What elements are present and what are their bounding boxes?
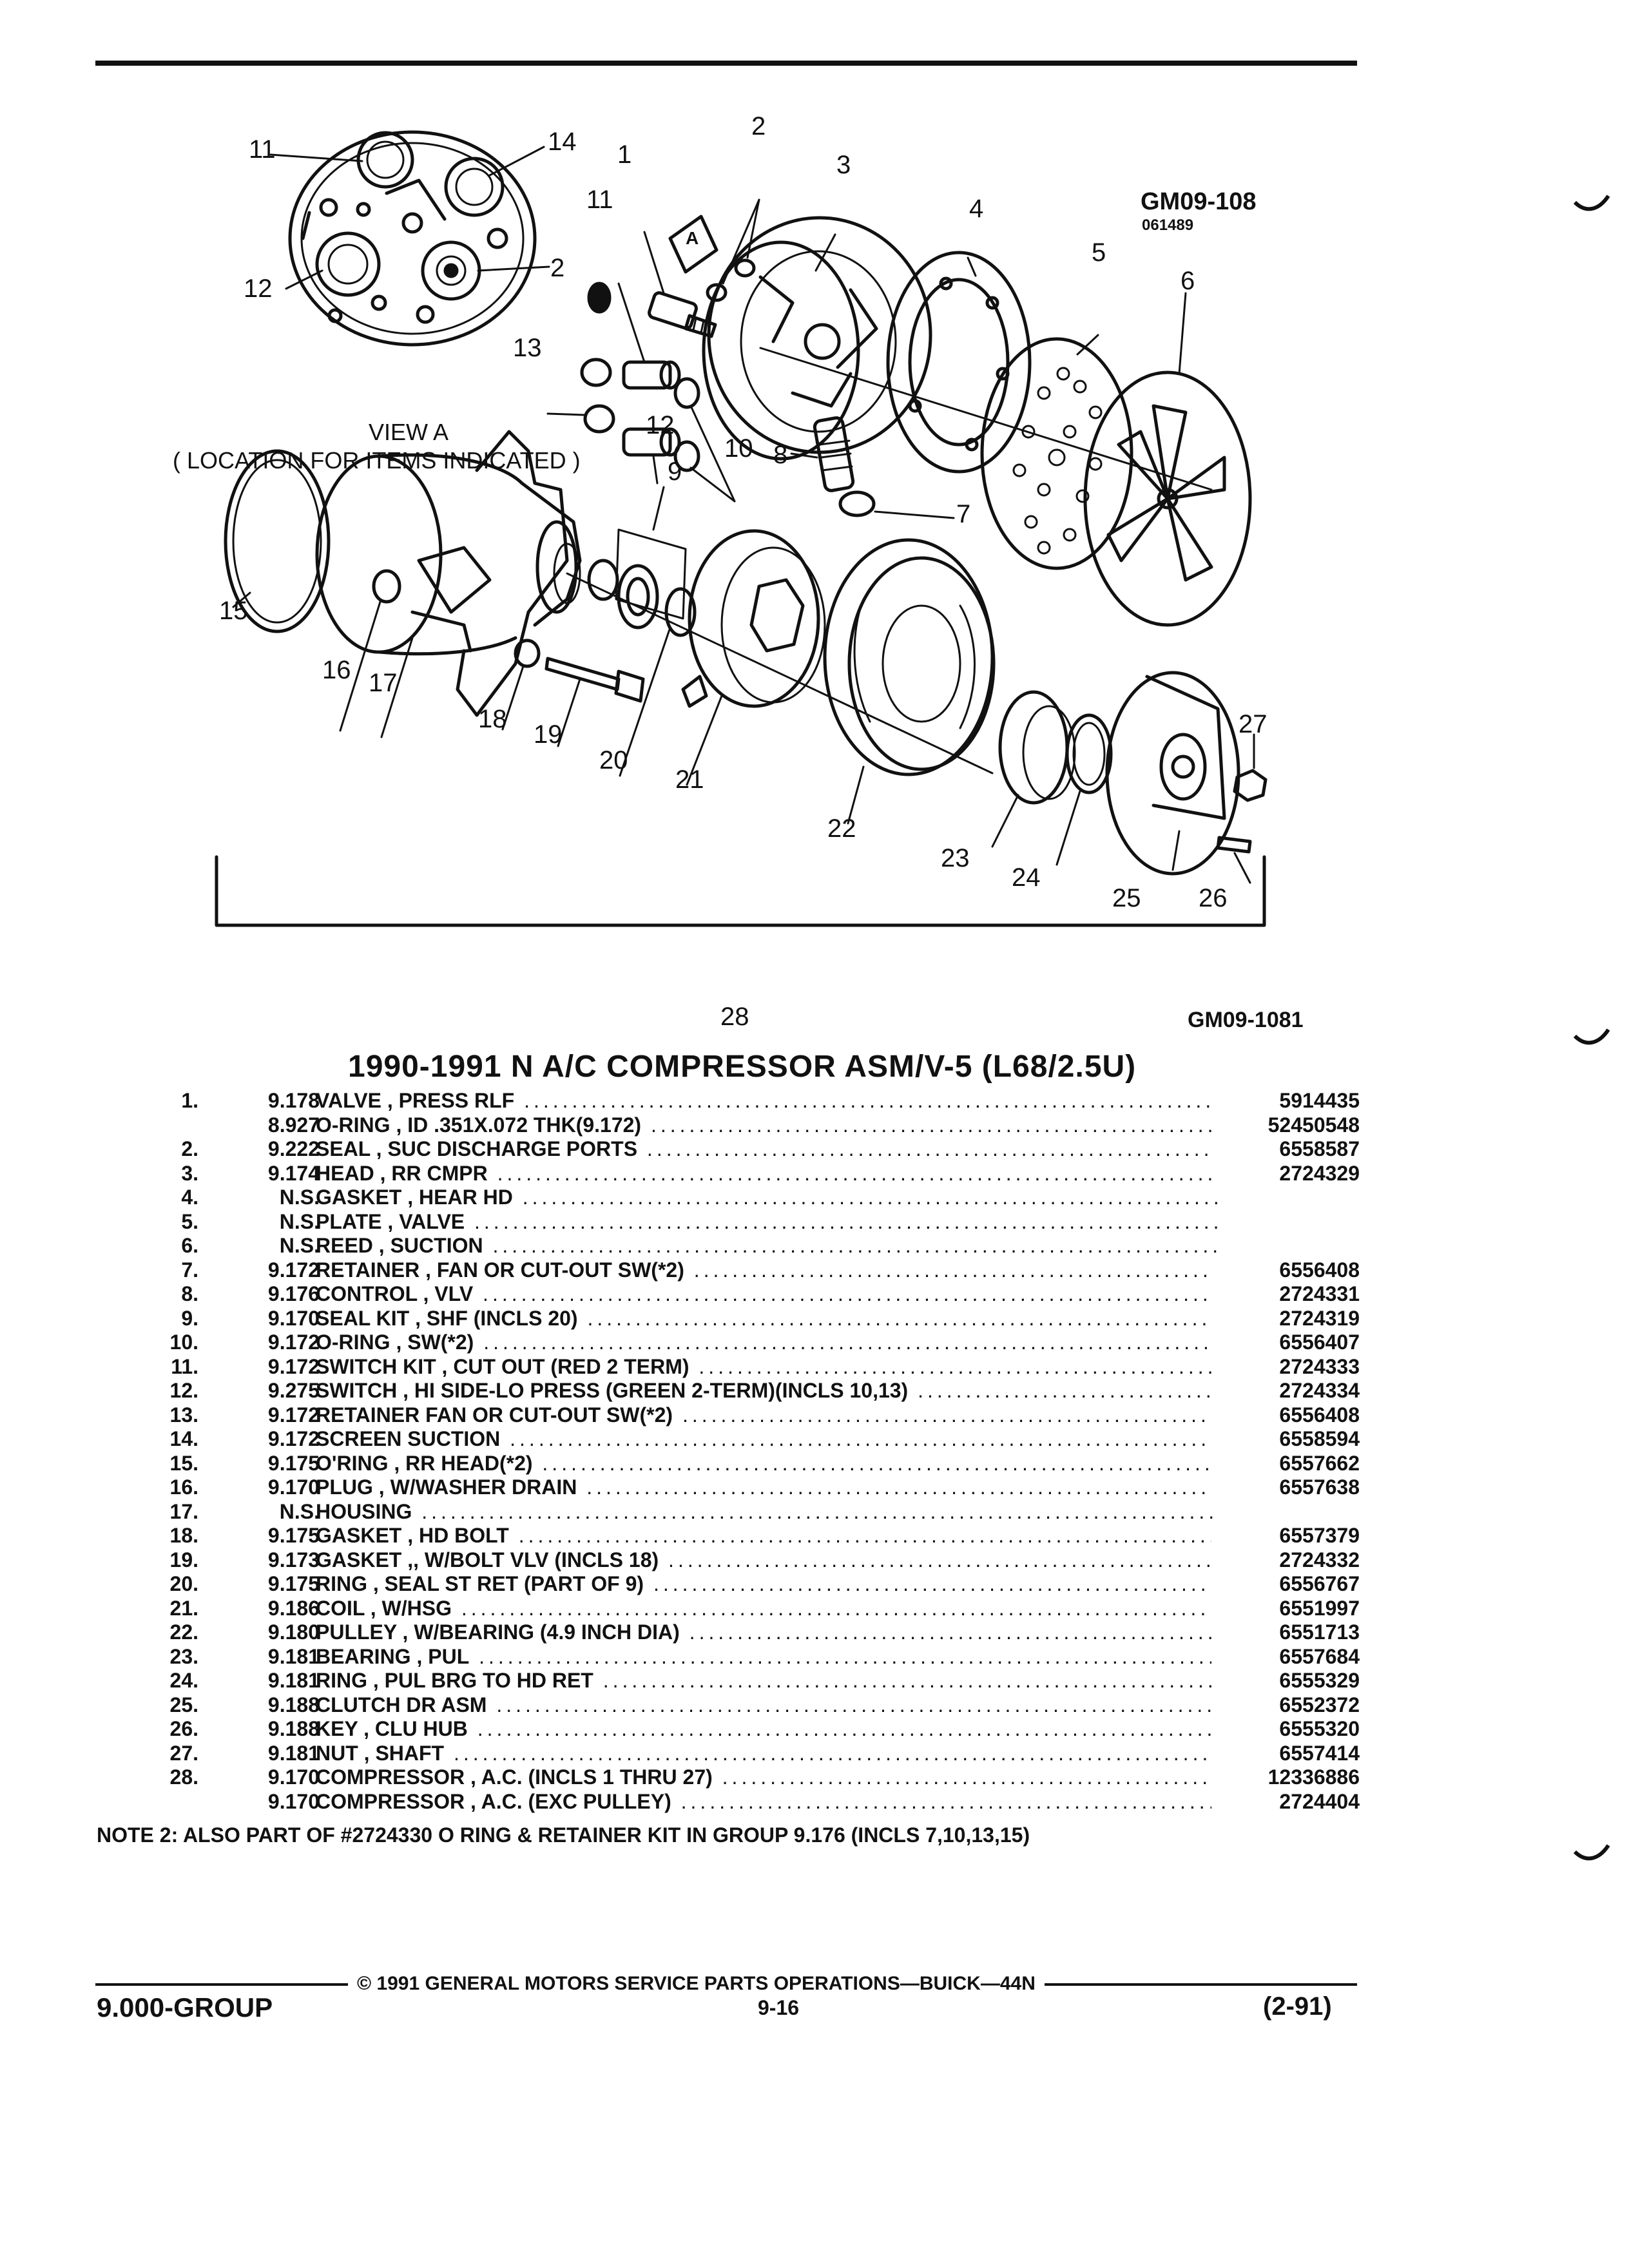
parts-row [129,1258,1360,1283]
part-number: 52450548 [1211,1113,1360,1138]
group-number: 9.172 [267,1258,320,1282]
item-number: 12. [169,1379,198,1402]
parts-row [129,1548,1360,1573]
parts-row [129,1669,1360,1693]
item-number: 11. [171,1354,198,1378]
group-label: 9.000-GROUP [97,1992,273,2023]
group-number: 9.181 [267,1644,320,1668]
item-number: 14. [169,1427,198,1450]
item-number: 2. [181,1137,198,1160]
pulley [825,540,994,823]
group-number: 9.176 [267,1282,320,1305]
parts-row [129,1742,1360,1766]
parts-row [129,1331,1360,1355]
group-number: 9.173 [267,1548,320,1571]
item-number: 7. [181,1258,198,1282]
part-description: COMPRESSOR , A.C. (EXC PULLEY) ..... [316,1790,1218,1814]
part-description: HEAD , RR CMPR ..... [316,1162,1218,1186]
figure-number: 28 [720,1003,749,1031]
parts-row [129,1113,1360,1138]
top-rule [95,61,1357,66]
part-number: 6551997 [1211,1597,1360,1621]
item-number: 3. [181,1161,198,1185]
part-number: 6557414 [1211,1742,1360,1766]
part-description: SEAL , SUC DISCHARGE PORTS ..... [316,1137,1218,1162]
page-number: 9-16 [758,1996,800,2019]
group-number: 9.170 [267,1765,320,1789]
parts-row [129,1572,1360,1597]
item-number: 28. [169,1765,198,1789]
group-number: 9.170 [267,1306,320,1330]
group-number: N.S. [279,1499,320,1523]
group-number: 9.172 [267,1331,320,1354]
item-number: 21. [169,1596,198,1620]
group-number: 9.170 [267,1789,320,1813]
callout-12: 12 [646,411,675,439]
part-description: GASKET , HD BOLT ..... [316,1524,1218,1548]
callout-6: 6 [1181,267,1195,295]
item-number: 13. [169,1403,198,1427]
part-description: VALVE , PRESS RLF ..... [316,1089,1218,1113]
group-number: N.S. [279,1209,320,1233]
page-title: 1990-1991 N A/C COMPRESSOR ASM/V-5 (L68/2.5U) [348,1050,1137,1084]
part-number: 6556767 [1211,1572,1360,1597]
head-bolt [503,640,643,749]
parts-row [129,1210,1360,1235]
part-number: 6556408 [1211,1403,1360,1428]
callout-21: 21 [675,765,704,794]
copyright-line: © 1991 GENERAL MOTORS SERVICE PARTS OPERATIONS—BUICK—44N [348,1973,1045,1995]
part-number: 2724319 [1211,1307,1360,1331]
figure-reference-bottom: GM09-1081 [1188,1008,1304,1032]
item-number: 17. [169,1499,198,1523]
part-number: 6556407 [1211,1331,1360,1355]
part-number: 6557379 [1211,1524,1360,1548]
callout-5: 5 [1092,238,1106,267]
part-number: 2724331 [1211,1282,1360,1307]
parts-row [129,1475,1360,1500]
parts-row [129,1500,1360,1524]
part-description: GASKET , HEAR HD ..... [316,1186,1218,1210]
item-number: 9. [181,1306,198,1330]
part-description: RETAINER FAN OR CUT-OUT SW(*2) ..... [316,1403,1218,1428]
callout-11: 11 [586,186,613,214]
callout-8: 8 [773,441,788,469]
view-a-callout-14: 14 [548,128,577,156]
parts-row [129,1282,1360,1307]
callout-27: 27 [1239,710,1268,738]
view-a-callout-2: 2 [550,254,565,282]
part-description: SWITCH , HI SIDE-LO PRESS (GREEN 2-TERM)(INCLS 10,13) ..... [316,1379,1218,1403]
item-number: 15. [169,1451,198,1475]
parts-row [129,1379,1360,1403]
clutch-coil [683,531,825,785]
parts-row [129,1452,1360,1476]
group-number: 9.178 [267,1089,320,1112]
figure-reference-date: 061489 [1142,216,1194,234]
parts-row [129,1620,1360,1645]
part-description: PULLEY , W/BEARING (4.9 INCH DIA) ..... [316,1620,1218,1645]
parts-row [129,1597,1360,1621]
parts-row [129,1790,1360,1814]
item-number: 16. [169,1475,198,1499]
part-number: 6557684 [1211,1645,1360,1669]
part-description: O-RING , SW(*2) ..... [316,1331,1218,1355]
group-number: 9.172 [267,1354,320,1378]
group-number: 9.188 [267,1717,320,1740]
callout-1: 1 [617,140,632,169]
part-number: 6555329 [1211,1669,1360,1693]
part-description: O'RING , RR HEAD(*2) ..... [316,1452,1218,1476]
compressor-housing [317,432,992,773]
group-number: 9.172 [267,1403,320,1427]
part-number: 6557662 [1211,1452,1360,1476]
parts-row [129,1717,1360,1742]
part-description: HOUSING ..... [316,1500,1218,1524]
parts-row [129,1186,1360,1210]
callout-10: 10 [724,434,753,463]
item-number: 10. [169,1331,198,1354]
gasket-part [888,253,1030,472]
item-number: 23. [169,1644,198,1668]
footnote: NOTE 2: ALSO PART OF #2724330 O RING & RETAINER KIT IN GROUP 9.176 (INCLS 7,10,13,15) [97,1823,1030,1847]
part-number: 6555320 [1211,1717,1360,1742]
callout-16: 16 [322,656,351,684]
part-description: CLUTCH DR ASM ..... [316,1693,1218,1718]
item-number: 24. [169,1669,198,1692]
part-description: COIL , W/HSG ..... [316,1597,1218,1621]
callout-19: 19 [534,720,563,749]
view-a-rear-head [271,132,549,345]
callout-22: 22 [827,814,856,843]
group-number: 9.175 [267,1524,320,1547]
parts-row [129,1765,1360,1790]
group-number: 9.174 [267,1161,320,1185]
figure-reference-code: GM09-108 [1141,188,1257,215]
parts-row [129,1403,1360,1428]
item-number: 19. [169,1548,198,1571]
group-number: 9.186 [267,1596,320,1620]
callout-23: 23 [941,844,970,872]
revision-date: (2-91) [1263,1992,1332,2021]
parts-list [129,1089,1360,1814]
callout-17: 17 [369,669,398,697]
group-number: 9.175 [267,1572,320,1595]
callout-2: 2 [751,112,766,140]
part-description: RETAINER , FAN OR CUT-OUT SW(*2) ..... [316,1258,1218,1283]
group-number: N.S. [279,1234,320,1257]
page-edge-mark [1572,193,1611,213]
group-number: 9.172 [267,1427,320,1450]
part-number: 2724334 [1211,1379,1360,1403]
part-number: 2724404 [1211,1790,1360,1814]
item-number: 25. [169,1693,198,1716]
part-number: 2724333 [1211,1355,1360,1379]
item-number: 22. [169,1620,198,1644]
group-number: 9.275 [267,1379,320,1402]
group-number: 9.175 [267,1451,320,1475]
callout-4: 4 [969,195,984,223]
suction-reed-part [1085,293,1250,625]
callout-24: 24 [1012,863,1041,892]
shaft-seal-kit [589,487,695,635]
part-description: RING , SEAL ST RET (PART OF 9) ..... [316,1572,1218,1597]
group-number: 9.188 [267,1693,320,1716]
part-description: RING , PUL BRG TO HD RET ..... [316,1669,1218,1693]
item-number: 5. [181,1209,198,1233]
item-number: 26. [169,1717,198,1740]
part-description: NUT , SHAFT ..... [316,1742,1218,1766]
parts-row [129,1089,1360,1113]
page-edge-mark [1572,1843,1611,1862]
callout-18: 18 [478,705,507,733]
group-number: 9.170 [267,1475,320,1499]
part-number: 6556408 [1211,1258,1360,1283]
view-a-callout-11: 11 [249,135,276,164]
part-description: REED , SUCTION ..... [316,1234,1218,1258]
part-number: 12336886 [1211,1765,1360,1790]
part-number: 6558594 [1211,1427,1360,1452]
assembly-bracket [217,857,1264,925]
group-number: N.S. [279,1186,320,1209]
callout-25: 25 [1112,884,1141,912]
part-number: 6557638 [1211,1475,1360,1500]
item-number: 4. [181,1186,198,1209]
part-number: 5914435 [1211,1089,1360,1113]
parts-row [129,1524,1360,1548]
control-valve-part [791,417,954,518]
parts-row [129,1307,1360,1331]
group-number: 9.180 [267,1620,320,1644]
callout-20: 20 [599,746,628,774]
part-description: SEAL KIT , SHF (INCLS 20) ..... [316,1307,1218,1331]
group-number: 9.181 [267,1741,320,1765]
part-number: 2724329 [1211,1162,1360,1186]
parts-row [129,1355,1360,1379]
item-number: 1. [181,1089,198,1112]
callout-3: 3 [836,151,851,179]
callout-26: 26 [1199,884,1228,912]
part-number: 2724332 [1211,1548,1360,1573]
pulley-bearing [992,692,1075,847]
relief-valve-part [644,232,715,336]
part-description: COMPRESSOR , A.C. (INCLS 1 THRU 27) ..... [316,1765,1218,1790]
callout-15: 15 [219,597,248,625]
part-description: BEARING , PUL ..... [316,1645,1218,1669]
part-description: CONTROL , VLV ..... [316,1282,1218,1307]
group-number: 9.222 [267,1137,320,1160]
group-number: 9.181 [267,1669,320,1692]
parts-row [129,1645,1360,1669]
item-number: 27. [169,1741,198,1765]
callout-13: 13 [513,334,542,362]
parts-row [129,1427,1360,1452]
view-a-marker-letter: A [686,228,699,248]
part-description: GASKET ,, W/BOLT VLV (INCLS 18) ..... [316,1548,1218,1573]
part-description: PLUG , W/WASHER DRAIN ..... [316,1475,1218,1500]
part-description: KEY , CLU HUB ..... [316,1717,1218,1742]
view-a-callout-12: 12 [244,274,273,303]
part-number: 6551713 [1211,1620,1360,1645]
view-a-caption: ( LOCATION FOR ITEMS INDICATED ) [173,447,581,474]
parts-row [129,1137,1360,1162]
part-description: SWITCH KIT , CUT OUT (RED 2 TERM) ..... [316,1355,1218,1379]
part-description: PLATE , VALVE ..... [316,1210,1218,1235]
parts-row [129,1234,1360,1258]
compressor-diagram [0,71,1629,999]
callout-7: 7 [956,500,971,528]
part-description: SCREEN SUCTION ..... [316,1427,1218,1452]
item-number: 20. [169,1572,198,1595]
page-edge-mark [1572,1027,1611,1046]
parts-row [129,1162,1360,1186]
group-number: 8.927 [267,1113,320,1137]
item-number: 6. [181,1234,198,1257]
part-description: O-RING , ID .351X.072 THK(9.172) ..... [316,1113,1218,1138]
item-number: 18. [169,1524,198,1547]
view-a-label: VIEW A [369,419,449,445]
part-number: 6558587 [1211,1137,1360,1162]
part-number: 6552372 [1211,1693,1360,1718]
callout-9: 9 [668,457,682,486]
parts-row [129,1693,1360,1718]
item-number: 8. [181,1282,198,1305]
